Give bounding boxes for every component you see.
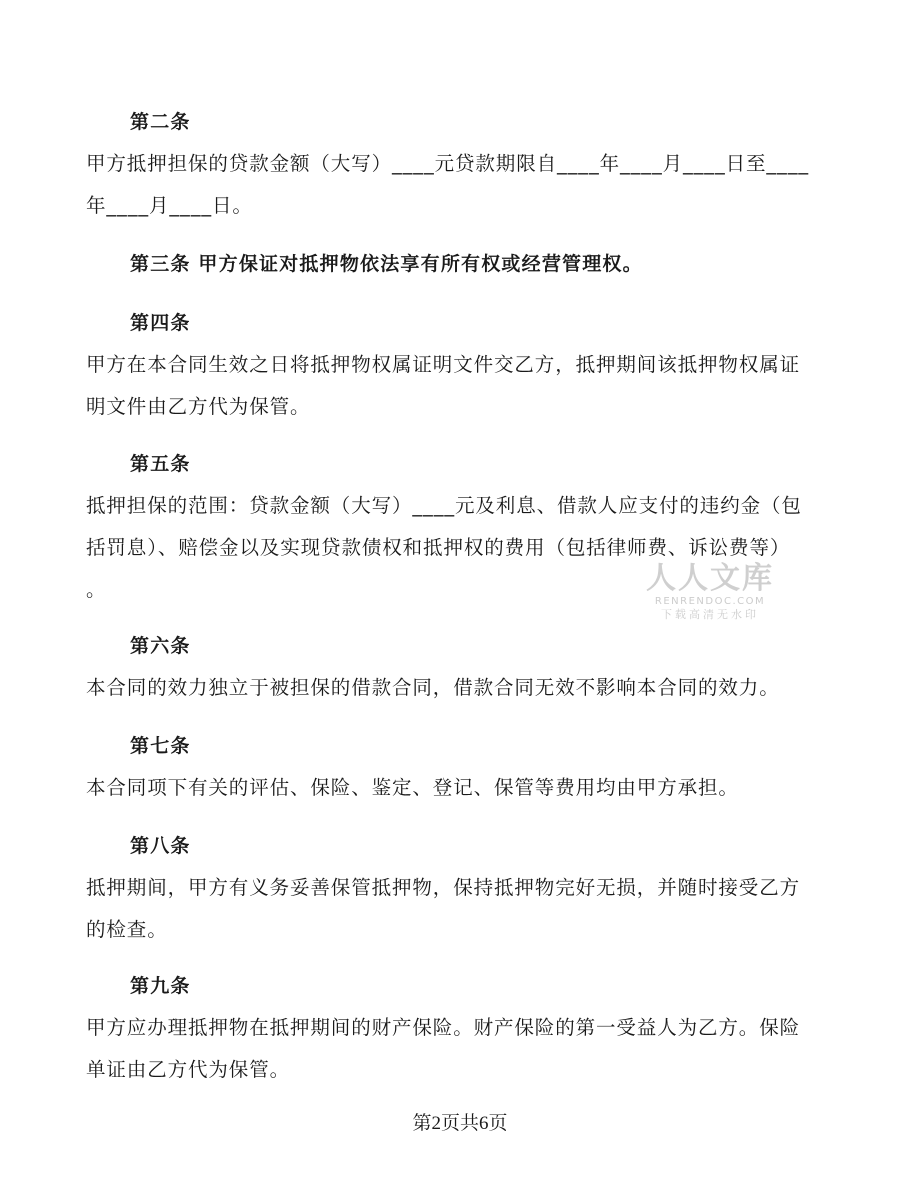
article-9-line-2: 单证由乙方代为保管。 [86, 1058, 291, 1081]
article-3-heading: 第三条 甲方保证对抵押物依法享有所有权或经营管理权。 [130, 253, 643, 275]
watermark-subtitle: 下载高清无水印 [661, 608, 759, 621]
watermark-logo [640, 562, 780, 622]
article-7-heading: 第七条 [130, 735, 191, 757]
watermark-url: RENRENDOC.COM [654, 596, 766, 607]
article-6-heading: 第六条 [130, 635, 191, 657]
article-5-line-2: 括罚息）、赔偿金以及实现贷款债权和抵押权的费用（包括律师费、诉讼费等） [86, 536, 791, 559]
article-4-line-2: 明文件由乙方代为保管。 [86, 395, 311, 418]
article-9-line-1: 甲方应办理抵押物在抵押期间的财产保险。财产保险的第一受益人为乙方。保险 [86, 1016, 801, 1039]
article-4-heading: 第四条 [130, 312, 191, 334]
article-7-line-1: 本合同项下有关的评估、保险、鉴定、登记、保管等费用均由甲方承担。 [86, 776, 739, 799]
article-6-line-1: 本合同的效力独立于被担保的借款合同，借款合同无效不影响本合同的效力。 [86, 676, 780, 699]
article-2-line-2: 年____月____日。 [86, 194, 253, 217]
article-5-line-1: 抵押担保的范围：贷款金额（大写）____元及利息、借款人应支付的违约金（包 [86, 494, 802, 517]
page-number: 第2页共6页 [412, 1113, 508, 1134]
article-2-line-1: 甲方抵押担保的贷款金额（大写）____元贷款期限自____年____月____日至____ [86, 152, 810, 175]
article-2-heading: 第二条 [130, 111, 191, 133]
article-5-heading: 第五条 [130, 453, 191, 475]
article-8-line-2: 的检查。 [86, 918, 168, 941]
article-8-line-1: 抵押期间，甲方有义务妥善保管抵押物，保持抵押物完好无损，并随时接受乙方 [86, 876, 801, 899]
watermark-title: 人人文库 [646, 561, 774, 596]
article-4-line-1: 甲方在本合同生效之日将抵押物权属证明文件交乙方，抵押期间该抵押物权属证 [86, 353, 801, 376]
article-5-line-3: 。 [86, 578, 107, 601]
article-8-heading: 第八条 [130, 835, 191, 857]
article-9-heading: 第九条 [130, 975, 191, 997]
